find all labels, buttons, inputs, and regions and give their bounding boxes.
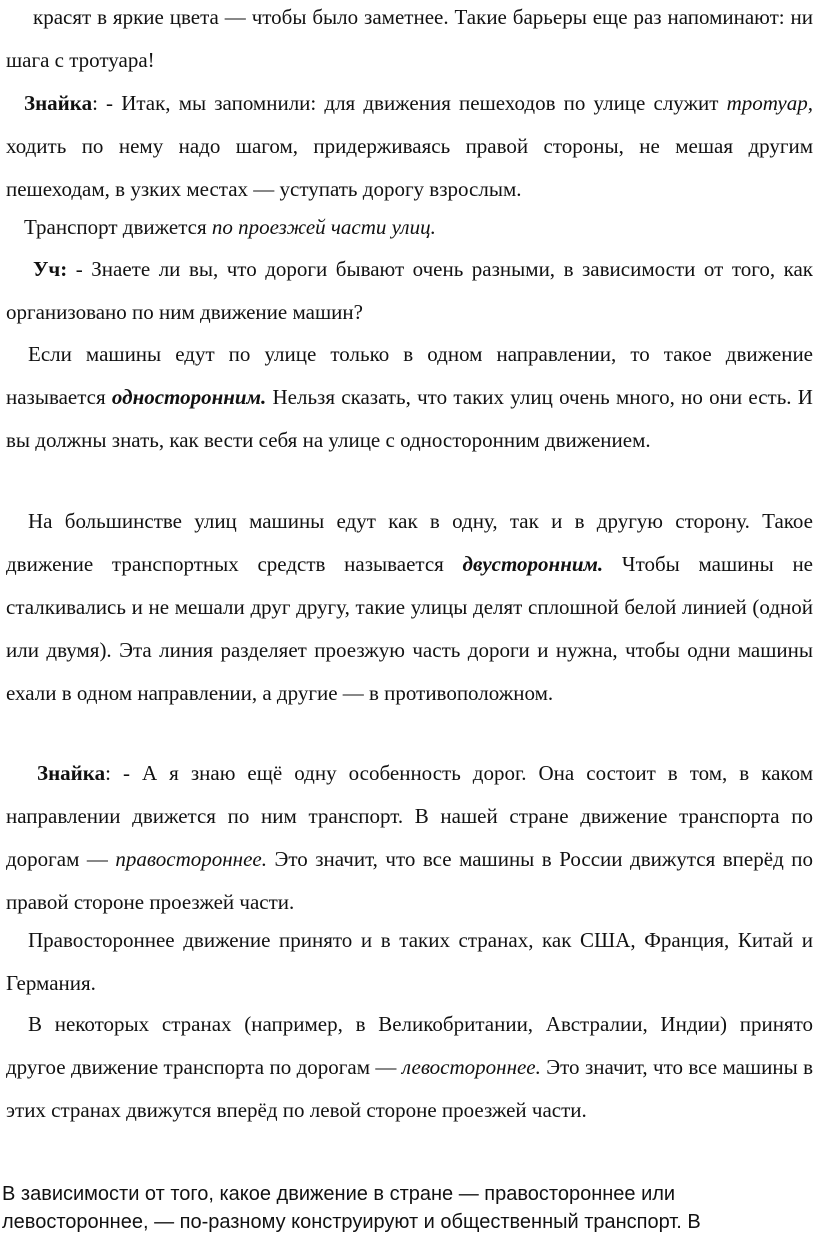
emphasis-term: тротуар, [726, 91, 813, 115]
paragraph-text: - Знаете ли вы, что дороги бывают очень разными, в зависимости от того, как организовано по ним движение машин? [6, 257, 813, 324]
emphasis-term: односторонним. [111, 385, 267, 409]
speaker-label: Уч: [33, 257, 68, 281]
paragraph-text: В некоторых странах (например, в Великобритании, Австралии, Индии) принято другое движение транспорта по дорогам — [6, 1012, 813, 1079]
emphasis-term: правостороннее. [115, 847, 267, 871]
paragraph-text: Правостороннее движение принято и в таких странах, как США, Франция, Китай и Германия. [6, 928, 813, 995]
paragraph-teacher-question [6, 248, 813, 334]
paragraph-text: В зависимости от того, какое движение в стране — правостороннее или левостороннее, — по-разному конструируют и общественный транспорт. В [2, 1183, 701, 1233]
paragraph-transport [6, 206, 813, 249]
paragraph-text: Нельзя сказать, что таких улиц очень много, но они есть. И вы должны знать, как вести себя на улице с односторонним движением. [6, 385, 813, 452]
speaker-label: Знайка [37, 761, 106, 785]
emphasis-term: двусторонним. [462, 552, 604, 576]
paragraph-znayka-right-hand [6, 752, 813, 924]
paragraph-text: На большинстве улиц машины едут как в одну, так и в другую сторону. Такое движение транспортных средств называется [6, 509, 813, 576]
paragraph-text: Если машины едут по улице только в одном направлении, то такое движение называется [6, 342, 813, 409]
speaker-label: Знайка [24, 91, 93, 115]
paragraph-text: : - Итак, мы запомнили: для движения пешеходов по улице служит [92, 91, 727, 115]
paragraph-text: Транспорт движется [24, 215, 212, 239]
paragraph-text: Это значит, что все машины в России движутся вперёд по правой стороне проезжей части. [6, 847, 813, 914]
paragraph-text: : - А я знаю ещё одну особенность дорог. Она состоит в том, в каком направлении движется по ним транспорт. В нашей стране движение транспорта по дорогам — [6, 761, 813, 871]
paragraph-two-way [6, 500, 813, 715]
paragraph-barriers [6, 0, 813, 82]
paragraph-countries-right [6, 919, 813, 1005]
paragraph-text: Чтобы машины не сталкивались и не мешали друг другу, такие улицы делят сплошной белой линией (одной или двумя). Эта линия разделяет проезжую часть дороги и нужна, чтобы одни машины ехали в одном направлении, а другие — в противоположном. [6, 552, 814, 705]
paragraph-left-hand [6, 1003, 813, 1132]
paragraph-public-transport [2, 1180, 812, 1236]
paragraph-znayka-sidewalk [6, 82, 813, 211]
paragraph-text: ходить по нему надо шагом, придерживаясь правой стороны, не мешая другим пешеходам, в узких местах — уступать дорогу взрослым. [6, 134, 813, 201]
paragraph-one-way [6, 333, 813, 462]
emphasis-term: левостороннее. [401, 1055, 541, 1079]
emphasis-term: по проезжей части улиц. [211, 215, 436, 239]
paragraph-text: красят в яркие цвета — чтобы было заметнее. Такие барьеры еще раз напоминают: ни шага с тротуара! [6, 5, 813, 72]
paragraph-text: Это значит, что все машины в этих странах движутся вперёд по левой стороне проезжей части. [6, 1055, 813, 1122]
